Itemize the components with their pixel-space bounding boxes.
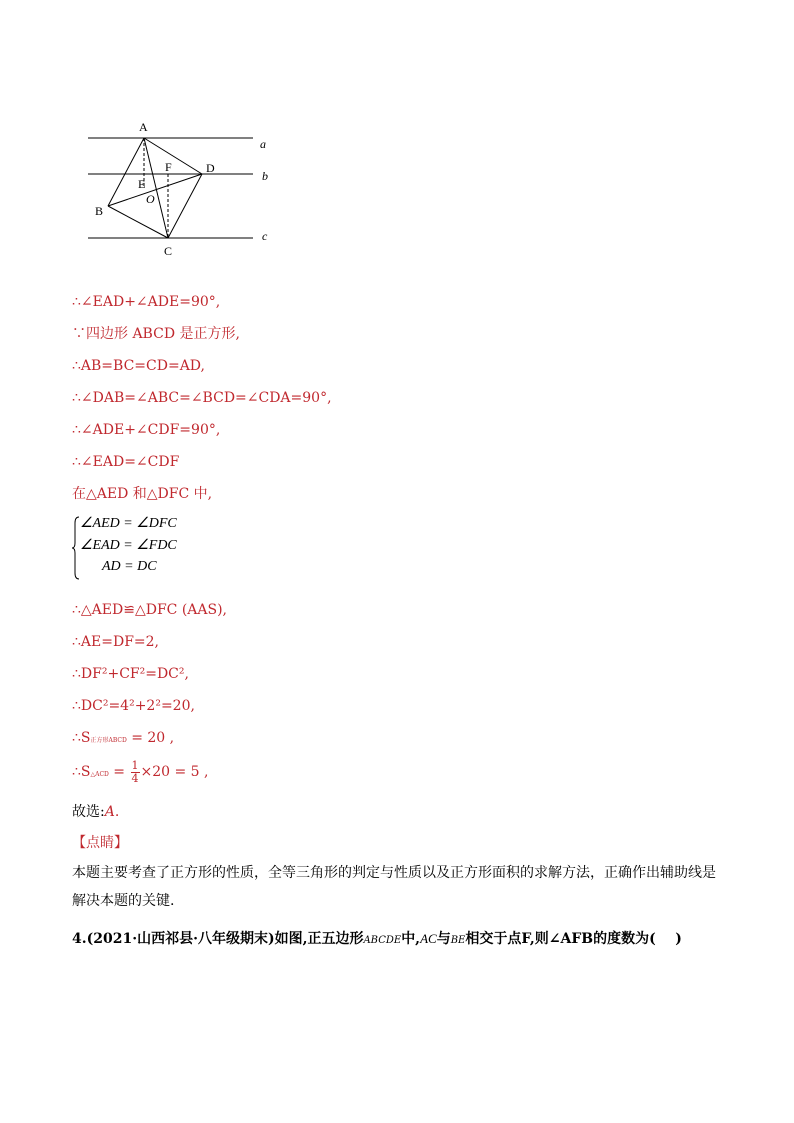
system-row-2: ∠EAD = ∠FDC <box>80 538 177 553</box>
label-line-b: b <box>262 169 268 183</box>
comment-heading: 【点睛】 <box>72 835 128 851</box>
fraction-numerator: 1 <box>131 758 139 772</box>
area-subscript: 正方形ABCD <box>90 737 127 744</box>
answer-label: 故选: <box>72 804 105 820</box>
equation-system <box>72 515 232 581</box>
area-triangle-line <box>72 757 208 790</box>
comment-body: 本题主要考查了正方形的性质，全等三角形的判定与性质以及正方形面积的求解方法，正确作出辅助线是解决本题的关键. <box>72 865 716 909</box>
proof-line-5: ∴∠ADE+∠CDF=90°, <box>72 422 221 438</box>
proof-line-8: ∴△AED≌△DFC (AAS), <box>72 602 228 618</box>
proof-line-2: ∵四边形 ABCD 是正方形, <box>72 326 240 342</box>
question-mid2: 与 <box>436 931 451 947</box>
question-ac: AC <box>420 931 437 946</box>
proof-line-6: ∴∠EAD=∠CDF <box>72 454 180 470</box>
label-c-point: C <box>164 244 173 258</box>
question-pentagon: ABCDE <box>363 935 402 946</box>
system-row-1: ∠AED = ∠DFC <box>80 516 177 531</box>
label-line-a: a <box>260 137 266 151</box>
proof-line-4: ∴∠DAB=∠ABC=∠BCD=∠CDA=90°, <box>72 390 332 406</box>
question-mid1: 中, <box>401 931 421 947</box>
answer-line <box>72 803 119 821</box>
tri-subscript: △ACD <box>90 771 109 778</box>
label-line-c: c <box>262 229 268 243</box>
fraction-denominator: 4 <box>131 771 139 785</box>
question-4 <box>72 928 682 948</box>
question-prefix: 4.(2021·山西祁县·八年级期末)如图,正五边形 <box>72 931 364 947</box>
geometry-figure <box>80 115 280 265</box>
answer-value: A <box>104 804 115 820</box>
area-prefix: ∴S <box>72 730 91 746</box>
proof-line-9: ∴AE=DF=2, <box>72 634 159 650</box>
diagonal-ac <box>144 138 168 238</box>
label-d-point: D <box>206 161 215 175</box>
label-b-point: B <box>95 204 104 218</box>
label-f-point: F <box>165 160 172 174</box>
label-a-point: A <box>139 120 148 134</box>
proof-line-3: ∴AB=BC=CD=AD, <box>72 358 205 374</box>
area-rest: = 20 , <box>126 730 175 746</box>
tri-rest: ×20 = 5 , <box>140 764 209 780</box>
label-e-point: E <box>138 177 146 191</box>
brace-icon <box>72 515 80 581</box>
proof-line-10: ∴DF²+CF²=DC², <box>72 666 189 682</box>
system-row-3: AD = DC <box>102 559 157 574</box>
fraction <box>131 760 140 785</box>
answer-period: . <box>114 804 120 820</box>
label-o-point: O <box>146 192 155 206</box>
question-end: ) <box>655 931 682 947</box>
proof-line-7: 在△AED 和△DFC 中, <box>72 486 213 502</box>
question-mid3: 相交于点F,则∠AFB的度数为( <box>465 931 656 947</box>
proof-line-11: ∴DC²=4²+2²=20, <box>72 698 195 714</box>
question-be: BE <box>450 935 466 946</box>
area-square-line <box>72 729 174 750</box>
proof-line-1: ∴∠EAD+∠ADE=90°, <box>72 294 221 310</box>
side-da <box>144 138 202 174</box>
side-bc <box>108 206 168 238</box>
tri-prefix: ∴S <box>72 764 91 780</box>
tri-eq: = <box>108 764 130 780</box>
